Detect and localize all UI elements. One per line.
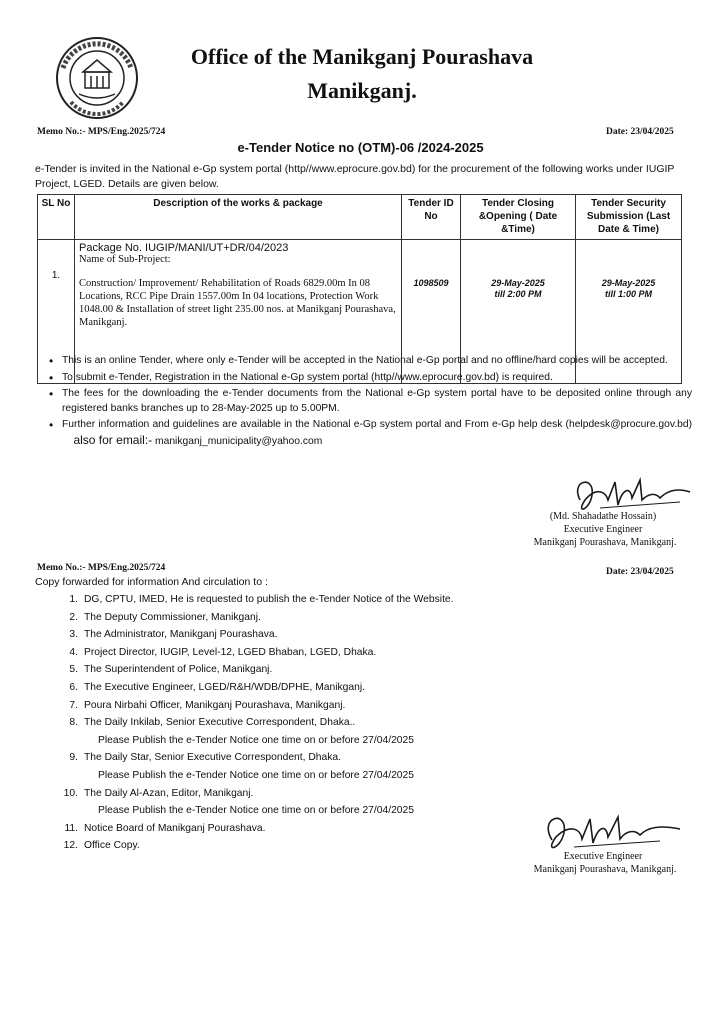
col-header-tender-id: Tender ID No xyxy=(402,195,461,240)
col-header-security: Tender Security Submission (Last Date & Time) xyxy=(576,195,682,240)
list-item-instruction: Please Publish the e-Tender Notice one time on or before 27/04/2025 xyxy=(98,769,414,781)
contact-email: manikganj_municipality@yahoo.com xyxy=(155,435,323,447)
list-item: • To submit e-Tender, Registration in the National e-Gp system portal (http//www.eprocure.gov.bd) is required. xyxy=(62,371,692,386)
list-item: 3. The Administrator, Manikganj Pourashava. xyxy=(69,629,278,641)
list-item-instruction: Please Publish the e-Tender Notice one time on or before 27/04/2025 xyxy=(98,734,414,746)
closing-time: till 2:00 PM xyxy=(494,289,542,299)
office-title: Office of the Manikganj Pourashava xyxy=(190,44,534,69)
list-item: 6. The Executive Engineer, LGED/R&H/WDB/DPHE, Manikganj. xyxy=(69,681,365,693)
notice-bullets xyxy=(62,354,692,451)
signatory-1-office: Manikganj Pourashava, Manikganj. xyxy=(533,537,677,548)
list-item: 12. Office Copy. xyxy=(63,840,140,852)
intro-paragraph: e-Tender is invited in the National e-Gp system portal (http//www.eprocure.gov.bd) for the procurement of the following works under IUGIP Project, LGED. Details are given below. xyxy=(35,163,675,190)
cell-tender-id: 1098509 xyxy=(402,240,461,384)
signatory-2-office: Manikganj Pourashava, Manikganj. xyxy=(533,864,677,875)
list-item: 4. Project Director, IUGIP, Level-12, LGED Bhaban, LGED, Dhaka. xyxy=(69,646,377,658)
security-date: 29-May-2025 xyxy=(601,278,656,288)
cell-sl: 1. xyxy=(38,240,75,384)
list-item: 2. The Deputy Commissioner, Manikganj. xyxy=(69,611,261,623)
email-label: also for email:- xyxy=(73,432,153,447)
col-header-closing: Tender Closing &Opening ( Date &Time) xyxy=(461,195,576,240)
closing-date: 29-May-2025 xyxy=(491,278,545,288)
list-item-instruction: Please Publish the e-Tender Notice one time on or before 27/04/2025 xyxy=(98,805,414,817)
office-location: Manikganj. xyxy=(307,78,417,103)
list-item: 1. DG, CPTU, IMED, He is requested to publish the e-Tender Notice of the Website. xyxy=(69,594,454,605)
package-number: Package No. IUGIP/MANI/UT+DR/04/2023 xyxy=(79,242,289,254)
list-item: 8. The Daily Inkilab, Senior Executive Correspondent, Dhaka.. xyxy=(69,717,356,729)
list-item: 10. The Daily Al-Azan, Editor, Manikganj. xyxy=(63,787,254,799)
notice-title: e-Tender Notice no (OTM)-06 /2024-2025 xyxy=(237,140,484,155)
list-item: 11. Notice Board of Manikganj Pourashava. xyxy=(64,822,266,834)
col-header-description: Description of the works & package xyxy=(75,195,402,240)
works-description: Construction/ Improvement/ Rehabilitation of Roads 6829.00m In 08 Locations, RCC Pipe Drain 1557.00m In 04 locations, Protection Work 1048.00 & Installation of street light 235.00 nos. at Manikganj Pourashava, Manikganj. xyxy=(79,278,396,328)
copy-forward-lead: Copy forwarded for information And circulation to : xyxy=(35,576,268,588)
copy-memo-number: Memo No.:- MPS/Eng.2025/724 xyxy=(37,563,166,573)
memo-date: Date: 23/04/2025 xyxy=(606,127,674,137)
table-header-row xyxy=(38,195,682,240)
memo-number: Memo No.:- MPS/Eng.2025/724 xyxy=(37,127,166,137)
copy-memo-date: Date: 23/04/2025 xyxy=(606,567,674,577)
sub-project-label: Name of Sub-Project: xyxy=(79,254,171,265)
list-item: 7. Poura Nirbahi Officer, Manikganj Pourashava, Manikganj. xyxy=(69,699,346,711)
signatory-2-designation: Executive Engineer xyxy=(563,851,643,862)
signatory-1-name: (Md. Shahadathe Hossain) xyxy=(549,511,657,522)
bullet-text: Further information and guidelines are available in the National e-Gp system portal and From e-Gp help desk (helpdesk@procure.gov.bd) xyxy=(62,419,692,430)
list-item: 5. The Superintendent of Police, Manikganj. xyxy=(69,664,273,676)
list-item: • This is an online Tender, where only e-Tender will be accepted in the National e-Gp portal and no offline/hard copies will be accepted. xyxy=(62,354,692,369)
list-item xyxy=(62,418,692,449)
list-item: • The fees for the downloading the e-Tender documents from the National e-Gp system portal have to be deposited online through any registered banks branches up to 28-May-2025 up to 5.00PM. xyxy=(62,387,692,416)
col-header-sl: SL No xyxy=(38,195,75,240)
security-time: till 1:00 PM xyxy=(604,289,652,299)
pourashava-seal-logo xyxy=(55,36,139,120)
signatory-1-designation: Executive Engineer xyxy=(563,524,643,535)
list-item: 9. The Daily Star, Senior Executive Correspondent, Dhaka. xyxy=(69,752,341,764)
